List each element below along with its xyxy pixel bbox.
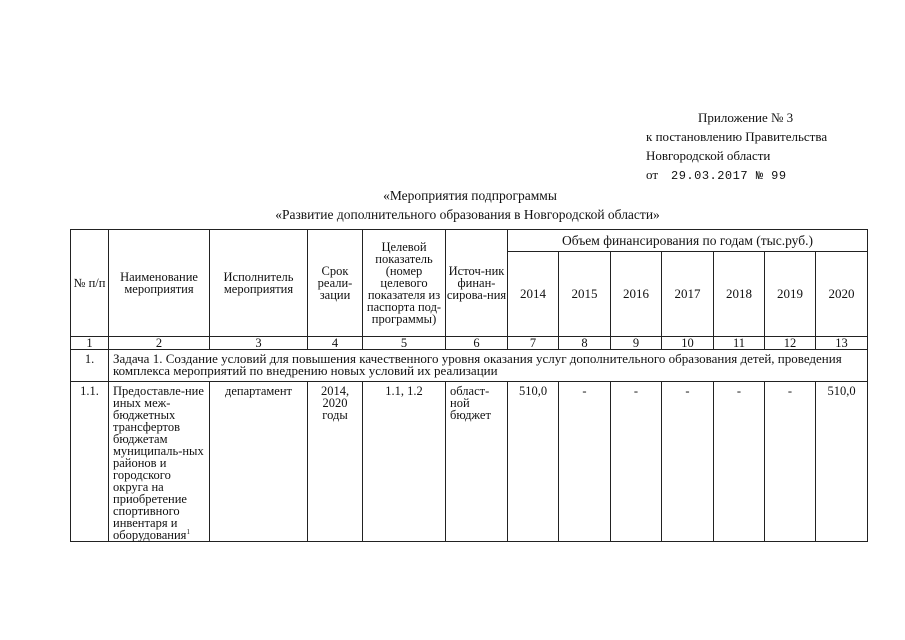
- appendix-line-1: Приложение № 3: [698, 110, 794, 125]
- col-number: 3: [210, 337, 308, 350]
- header-funding: Объем финансирования по годам (тыс.руб.): [508, 230, 868, 252]
- row-value-2019: -: [765, 382, 816, 542]
- col-number: 11: [714, 337, 765, 350]
- col-number: 13: [816, 337, 868, 350]
- date-and-number: 29.03.2017 № 99: [671, 169, 787, 183]
- col-number: 8: [559, 337, 611, 350]
- row-source: област-ной бюджет: [446, 382, 508, 542]
- col-number: 1: [71, 337, 109, 350]
- col-number: 10: [662, 337, 714, 350]
- task-text: Задача 1. Создание условий для повышения качественного уровня оказания услуг дополнительного образования детей, проведения комплекса мероприятий по внедрению новых условий их реализации: [109, 350, 868, 382]
- task-num: 1.: [71, 350, 109, 382]
- row-value-2020: 510,0: [816, 382, 868, 542]
- col-number: 6: [446, 337, 508, 350]
- row-value-2016: -: [611, 382, 662, 542]
- row-target: 1.1, 1.2: [363, 382, 446, 542]
- appendix-line-3: Новгородской области: [646, 148, 771, 163]
- header-row-1: [71, 230, 868, 252]
- header-year-2015: 2015: [559, 252, 611, 337]
- col-number: 4: [308, 337, 363, 350]
- row-name: Предоставле-ние иных меж-бюджетных трансфертов бюджетам муниципаль-ных районов и городского округа на приобретение спортивного инвентаря и оборудования: [113, 384, 204, 542]
- footnote-mark: 1: [186, 527, 190, 536]
- col-number: 12: [765, 337, 816, 350]
- header-year-2017: 2017: [662, 252, 714, 337]
- header-num: № п/п: [71, 230, 109, 337]
- header-year-2020: 2020: [816, 252, 868, 337]
- appendix-line-2: к постановлению Правительства: [646, 129, 828, 144]
- appendix-date-line: [646, 165, 827, 186]
- task-row: [71, 350, 868, 382]
- date-prefix: от: [646, 167, 659, 182]
- col-number: 7: [508, 337, 559, 350]
- header-name: Наименование мероприятия: [109, 230, 210, 337]
- row-value-2015: -: [559, 382, 611, 542]
- row-value-2014: 510,0: [508, 382, 559, 542]
- header-year-2016: 2016: [611, 252, 662, 337]
- header-term: Срок реали-зации: [308, 230, 363, 337]
- header-target: Целевой показатель (номер целевого показателя из паспорта под-программы): [363, 230, 446, 337]
- row-value-2018: -: [714, 382, 765, 542]
- row-value-2017: -: [662, 382, 714, 542]
- header-source: Источ-ник финан-сирова-ния: [446, 230, 508, 337]
- row-term: 2014, 2020 годы: [308, 382, 363, 542]
- appendix-block: [646, 108, 827, 186]
- header-year-2014: 2014: [508, 252, 559, 337]
- title-line-2: «Развитие дополнительного образования в Новгородской области»: [275, 207, 660, 222]
- col-number: 5: [363, 337, 446, 350]
- header-year-2019: 2019: [765, 252, 816, 337]
- col-number: 2: [109, 337, 210, 350]
- col-number: 9: [611, 337, 662, 350]
- header-executor: Исполнитель мероприятия: [210, 230, 308, 337]
- row-name-cell: [109, 382, 210, 542]
- title-line-1: «Мероприятия подпрограммы: [383, 188, 557, 203]
- table-row: [71, 382, 868, 542]
- header-year-2018: 2018: [714, 252, 765, 337]
- column-number-row: [71, 337, 868, 350]
- measures-table: [70, 229, 868, 542]
- row-executor: департамент: [210, 382, 308, 542]
- row-num: 1.1.: [71, 382, 109, 542]
